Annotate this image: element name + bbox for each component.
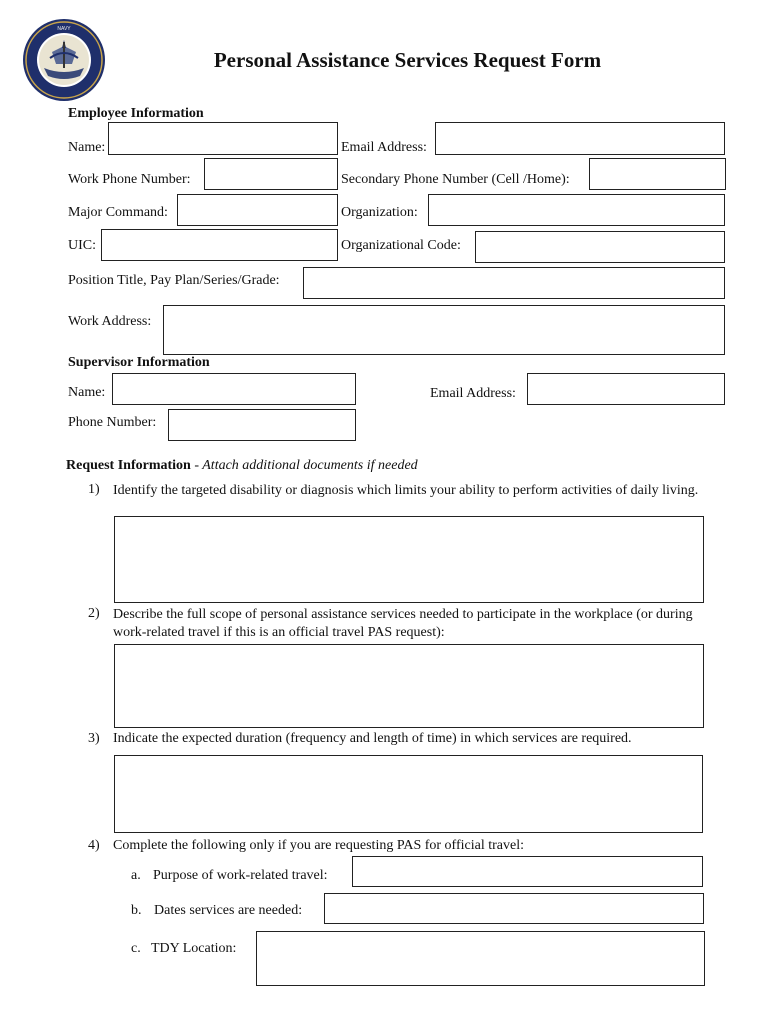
position-label: Position Title, Pay Plan/Series/Grade: xyxy=(68,273,280,288)
svg-text:NAVY: NAVY xyxy=(57,26,71,32)
request-subheading-text: - Attach additional documents if needed xyxy=(190,458,418,473)
secondary-phone-field[interactable] xyxy=(589,158,726,190)
tdy-location-field[interactable] xyxy=(256,931,705,986)
item-4-number: 4) xyxy=(88,838,100,853)
employee-email-field[interactable] xyxy=(435,122,725,155)
travel-purpose-field[interactable] xyxy=(352,856,703,887)
item-4-text: Complete the following only if you are requesting PAS for official travel: xyxy=(113,838,524,853)
supervisor-info-heading: Supervisor Information xyxy=(68,355,210,370)
supervisor-email-label: Email Address: xyxy=(430,386,516,401)
major-command-label: Major Command: xyxy=(68,205,168,220)
tdy-location-label: TDY Location: xyxy=(151,941,237,956)
request-info-heading xyxy=(66,458,418,474)
work-address-field[interactable] xyxy=(163,305,725,355)
org-code-label: Organizational Code: xyxy=(341,238,461,253)
employee-name-label: Name: xyxy=(68,140,106,155)
uic-field[interactable] xyxy=(101,229,338,261)
item-1-text: Identify the targeted disability or diagnosis which limits your ability to perform activities of daily living. xyxy=(113,483,699,498)
travel-a-letter: a. xyxy=(131,868,141,883)
travel-dates-label: Dates services are needed: xyxy=(154,903,303,918)
major-command-field[interactable] xyxy=(177,194,338,226)
travel-c-letter: c. xyxy=(131,941,141,956)
item-2-number: 2) xyxy=(88,606,100,621)
travel-dates-field[interactable] xyxy=(324,893,704,924)
travel-b-letter: b. xyxy=(131,903,142,918)
item-2-text: Describe the full scope of personal assistance services needed to participate in the workplace (or during work-related travel if this is an official travel PAS request): xyxy=(113,607,693,640)
uic-label: UIC: xyxy=(68,238,96,253)
travel-purpose-label: Purpose of work-related travel: xyxy=(153,868,328,883)
employee-info-heading: Employee Information xyxy=(68,106,204,121)
item-1-number: 1) xyxy=(88,482,100,497)
work-phone-field[interactable] xyxy=(204,158,338,190)
item-3-text: Indicate the expected duration (frequency and length of time) in which services are required. xyxy=(113,731,632,746)
supervisor-name-field[interactable] xyxy=(112,373,356,405)
supervisor-phone-field[interactable] xyxy=(168,409,356,441)
supervisor-email-field[interactable] xyxy=(527,373,725,405)
employee-email-label: Email Address: xyxy=(341,140,427,155)
item-2-answer-field[interactable] xyxy=(114,644,704,728)
work-address-label: Work Address: xyxy=(68,314,152,329)
org-code-field[interactable] xyxy=(475,231,725,263)
page-title: Personal Assistance Services Request Form xyxy=(213,48,602,72)
work-phone-label: Work Phone Number: xyxy=(68,172,191,187)
secondary-phone-label: Secondary Phone Number (Cell /Home): xyxy=(341,172,570,187)
request-heading-text: Request Information xyxy=(66,458,191,473)
employee-name-field[interactable] xyxy=(108,122,338,155)
supervisor-name-label: Name: xyxy=(68,385,106,400)
item-3-answer-field[interactable] xyxy=(114,755,703,833)
item-3-number: 3) xyxy=(88,731,100,746)
item-1-answer-field[interactable] xyxy=(114,516,704,603)
position-field[interactable] xyxy=(303,267,725,299)
organization-field[interactable] xyxy=(428,194,725,226)
organization-label: Organization: xyxy=(341,205,418,220)
supervisor-phone-label: Phone Number: xyxy=(68,415,157,430)
